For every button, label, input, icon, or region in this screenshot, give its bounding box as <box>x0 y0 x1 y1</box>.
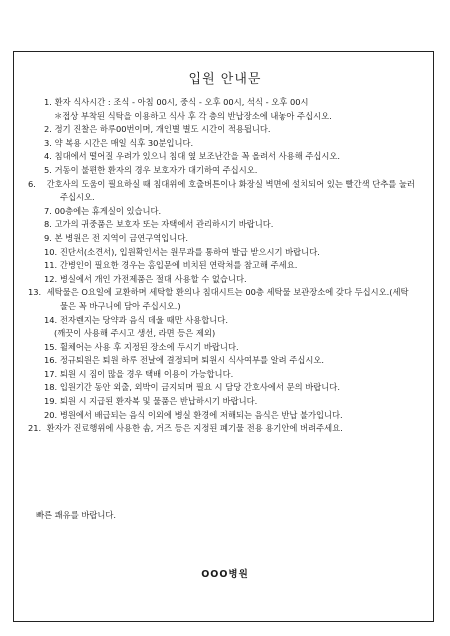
list-item-17: 17. 퇴원 시 짐이 많을 경우 택배 이용이 가능합니다. <box>44 368 234 379</box>
notice-list <box>28 96 416 436</box>
list-item-11: 11. 간병인이 필요한 경우는 홈입문에 비치된 연락처를 참고해 주세요. <box>44 260 298 271</box>
list-item-21: 21. 환자가 진료행위에 사용한 솜, 거즈 등은 지정된 폐기물 전용 용기안에 버려주세요. <box>28 423 343 434</box>
list-item-2: 2. 정기 진찰은 하루00번이며, 개인별 별도 시간이 적용됩니다. <box>44 124 271 135</box>
list-item-1-note: ＊접상 부착된 식탁을 이용하고 식사 후 각 층의 반납장소에 내놓아 주십시오. <box>54 110 332 121</box>
list-item-9: 9. 본 병원은 전 지역이 금연구역입니다. <box>44 232 188 243</box>
list-item-7: 7. 00층에는 휴게실이 있습니다. <box>44 205 162 216</box>
list-item-20: 20. 병원에서 배급되는 음식 이외에 병실 환경에 저해되는 음식은 반납 불가입니다. <box>44 409 343 420</box>
list-item-6: 6. 간호사의 도움이 필요하실 때 침대위에 호출버튼이나 화장실 벽면에 설치되어 있는 빨간색 단추를 눌러 주십시오. <box>28 178 415 203</box>
list-item-8: 8. 고가의 귀중품은 보호자 또는 자택에서 관리하시기 바랍니다. <box>44 219 274 230</box>
closing-message: 빠른 쾌유를 바랍니다. <box>36 510 117 520</box>
document-title: 입원 안내문 <box>188 72 262 87</box>
list-item-14: 14. 전자렌지는 당약과 음식 데울 때만 사용합니다. <box>44 314 228 325</box>
list-item-15: 15. 휠체어는 사용 후 지정된 장소에 두시기 바랍니다. <box>44 341 239 352</box>
list-item-18: 18. 입원기간 동안 외출, 외박이 금지되며 필요 시 담당 간호사에서 문의 바랍니다. <box>44 382 340 393</box>
list-item-19: 19. 퇴원 시 지급된 환자복 및 물품은 반납하시기 바랍니다. <box>44 396 258 407</box>
list-item-3: 3. 약 복용 시간은 매일 식후 30분입니다. <box>44 137 194 148</box>
list-item-14-note: (깨끗이 사용해 주시고 생선, 라면 등은 제외) <box>54 328 216 339</box>
list-item-4: 4. 침대에서 떨어질 우려가 있으니 침대 옆 보조난간을 꼭 올려서 사용해 주십시오. <box>44 151 341 162</box>
list-item-5: 5. 거동이 불편한 환자의 경우 보호자가 대기하여 주십시오. <box>44 164 258 175</box>
hospital-name: OOO병원 <box>201 569 249 580</box>
list-item-12: 12. 병실에서 개인 가전제품은 절대 사용할 수 없습니다. <box>44 273 247 284</box>
list-item-1: 1. 환자 식사시간 : 조식 - 아침 00시, 중식 - 오후 00시, 석식 - 오후 00시 <box>44 97 309 107</box>
list-item-16: 16. 정규퇴원은 퇴원 하루 전날에 결정되며 퇴원시 식사여부를 알려 주십시오. <box>44 355 325 366</box>
list-item-10: 10. 진단서(소견서), 입원확인서는 원무과를 통하여 발급 받으시기 바랍니다. <box>44 246 320 257</box>
list-item-13: 13. 세탁물은 O요일에 교환하며 세탁할 환의나 침대시트는 00층 세탁물 보관장소에 갖다 두십시오.(세탁물은 꼭 바구니에 담아 주십시오.) <box>28 287 409 311</box>
